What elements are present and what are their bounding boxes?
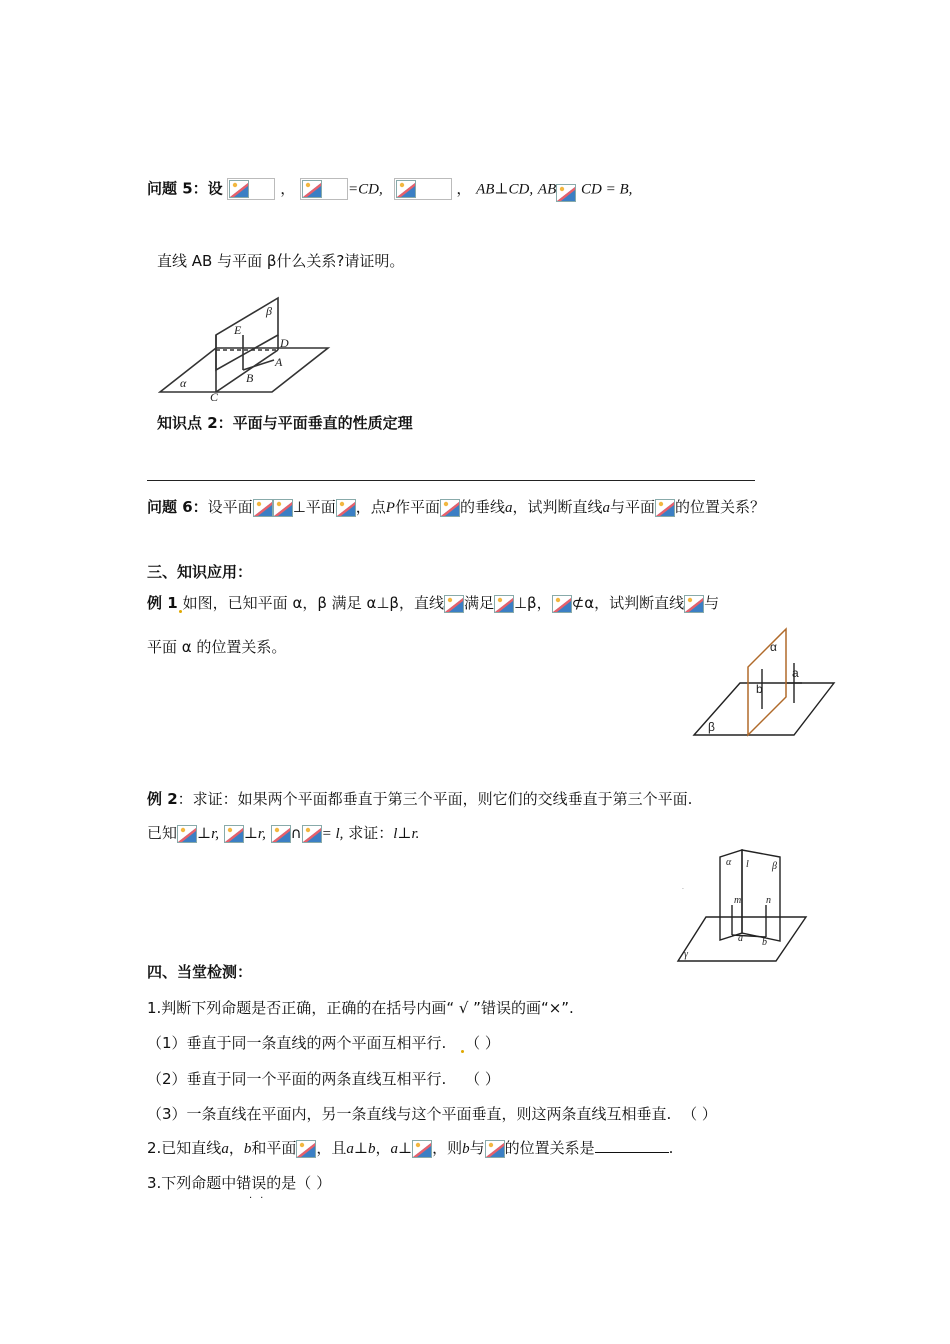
broken-image-icon <box>440 499 460 517</box>
fig2-label-b: b <box>756 682 763 696</box>
example-1-line <box>147 592 719 613</box>
q2-var: a⊥b <box>346 1141 376 1157</box>
fig1-label-e: E <box>234 323 242 337</box>
q2-text: 2.已知直线 <box>147 1139 222 1157</box>
answer-paren: （ ） <box>682 1105 717 1123</box>
broken-image-icon <box>556 184 576 202</box>
q5-ab: AB <box>537 181 557 198</box>
broken-image-icon <box>655 499 675 517</box>
ex2-eq-l: = l, <box>321 826 344 842</box>
broken-image-icon <box>177 825 197 843</box>
check-q3 <box>147 1172 331 1193</box>
check-q1: 1.判断下列命题是否正确，正确的在括号内画“ √ ”错误的画“×”. <box>147 999 574 1017</box>
q5-ab-perp-cd: AB⊥CD, <box>476 181 534 198</box>
q2-text: ， <box>228 1139 244 1157</box>
q6-text: 的位置关系？ <box>675 498 766 516</box>
example-2-line <box>147 788 692 809</box>
fig1-label-beta: β <box>266 304 272 318</box>
q2-text: 的位置关系是 <box>504 1139 595 1157</box>
answer-paren: （ ） <box>465 1070 500 1088</box>
knowledge-point-2-title: 知识点 2：平面与平面垂直的性质定理 <box>157 414 413 432</box>
q6-text: 的垂线 <box>459 498 505 516</box>
q3-text: 3.下列命题中错误的是（ ） <box>147 1174 332 1192</box>
broken-image-icon <box>229 180 249 198</box>
plane-alpha-image <box>227 178 275 200</box>
q6-text: ，点 <box>355 498 386 516</box>
fig3-label-m: m <box>734 895 742 906</box>
ex2-prove: 求证： <box>348 824 394 842</box>
broken-image-icon <box>273 499 293 517</box>
q5-question: 直线 AB 与平面 β什么关系?请证明。 <box>157 252 405 270</box>
example-1-label: 例 1 <box>147 594 178 612</box>
plane-beta-image <box>300 178 348 200</box>
q2-var: b <box>243 1141 252 1157</box>
q1-3-text: （3）一条直线在平面内，另一条直线与这个平面垂直，则这两条直线互相垂直. <box>147 1105 672 1123</box>
q5-cd: =CD, <box>348 181 383 198</box>
q2-text: ，且 <box>316 1139 347 1157</box>
fig1-label-alpha: α <box>180 376 187 390</box>
section-4-title: 四、当堂检测： <box>147 963 253 981</box>
ex2-l-perp-r: l⊥r. <box>393 826 420 842</box>
check-q2 <box>147 1137 673 1158</box>
fig1-label-d: D <box>280 336 289 350</box>
fig2-label-alpha: α <box>770 640 777 654</box>
fig3-label-a: a <box>738 933 743 944</box>
broken-image-icon <box>296 1140 316 1158</box>
ex2-known-label: 已知 <box>147 824 178 842</box>
q5-line <box>147 176 632 206</box>
q6-text: 与平面 <box>610 498 656 516</box>
q2-text: ， <box>375 1139 391 1157</box>
svg-text:.: . <box>682 884 684 891</box>
q1-1-text: （1）垂直于同一条直线的两个平面互相平行. <box>147 1034 447 1052</box>
fig3-label-b: b <box>762 937 767 948</box>
q6-line-a: a <box>504 500 513 516</box>
comma: ， <box>280 179 296 198</box>
example-1-line2: 平面 α 的位置关系。 <box>147 638 287 656</box>
fig2-label-a: a <box>792 666 799 680</box>
ex2-text: ：求证：如果两个平面都垂直于第三个平面，则它们的交线垂直于第三个平面. <box>177 790 693 808</box>
broken-image-icon <box>494 595 514 613</box>
figure-example-2 <box>676 845 808 965</box>
q6-line <box>147 496 765 517</box>
q6-text: ，试判断直线 <box>512 498 603 516</box>
q6-label: 问题 6： <box>147 498 208 516</box>
check-q1-3 <box>147 1103 717 1124</box>
ex1-text: ⊄α，试判断直线 <box>571 594 685 612</box>
q6-text: 作平面 <box>394 498 440 516</box>
fig1-label-b: B <box>246 371 254 385</box>
example-2-known <box>147 822 419 843</box>
q2-text: . <box>668 1139 674 1157</box>
ex2-cap: ∩ <box>290 824 302 842</box>
ex1-text: 与 <box>704 594 720 612</box>
q2-var: b <box>462 1141 470 1157</box>
q6-text: ⊥平面 <box>292 498 336 516</box>
q2-var: a⊥ <box>390 1141 413 1157</box>
figure-example-1 <box>690 625 838 740</box>
q1-2-text: （2）垂直于同一个平面的两条直线互相平行. <box>147 1070 447 1088</box>
broken-image-icon <box>224 825 244 843</box>
q2-text: 和平面 <box>251 1139 297 1157</box>
fig3-label-n: n <box>766 895 771 906</box>
broken-image-icon <box>684 595 704 613</box>
broken-image-icon <box>444 595 464 613</box>
q6-point-p: P <box>385 500 395 516</box>
ex2-perp-r: ⊥r, <box>197 826 220 842</box>
comma: ， <box>456 179 472 198</box>
ex1-text: 如图，已知平面 α，β 满足 α⊥β，直线 <box>182 594 444 612</box>
example-2-label: 例 2 <box>147 790 178 808</box>
fig2-label-beta: β <box>708 720 715 734</box>
broken-image-icon <box>271 825 291 843</box>
check-q1-2 <box>147 1068 500 1089</box>
broken-image-icon <box>253 499 273 517</box>
dot-mark <box>179 610 182 613</box>
broken-image-icon <box>552 595 572 613</box>
q2-text: ，则 <box>432 1139 463 1157</box>
broken-image-icon <box>396 180 416 198</box>
fig3-label-alpha: α <box>726 857 732 868</box>
fig3-label-gamma: γ <box>684 949 688 960</box>
answer-line <box>147 480 755 481</box>
q2-var: a <box>221 1141 229 1157</box>
broken-image-icon <box>336 499 356 517</box>
ex1-text: 满足 <box>463 594 494 612</box>
broken-image-icon <box>302 180 322 198</box>
q5-cd-eq-b: CD = B, <box>581 181 633 198</box>
q2-text: 与 <box>469 1139 485 1157</box>
figure-planes-alpha-beta <box>158 290 333 402</box>
answer-blank[interactable] <box>595 1138 669 1153</box>
q6-text: 设平面 <box>207 498 253 516</box>
ex1-text: ⊥β， <box>513 594 552 612</box>
broken-image-icon <box>302 825 322 843</box>
ab-in-beta-image <box>394 178 452 200</box>
fig3-label-l: l <box>746 859 749 870</box>
section-3-title: 三、知识应用： <box>147 563 253 581</box>
dot-mark <box>461 1050 464 1053</box>
check-q1-1 <box>147 1032 500 1053</box>
broken-image-icon <box>485 1140 505 1158</box>
ex2-perp-r: ⊥r, <box>243 826 266 842</box>
emphasis-dots: ·· <box>249 1193 272 1204</box>
fig3-label-beta: β <box>772 861 777 872</box>
q6-line-a: a <box>602 500 610 516</box>
fig1-label-a: A <box>275 355 283 369</box>
fig1-label-c: C <box>210 390 219 402</box>
broken-image-icon <box>412 1140 432 1158</box>
answer-paren: （ ） <box>465 1034 500 1052</box>
q5-label: 问题 5：设 <box>147 179 223 198</box>
